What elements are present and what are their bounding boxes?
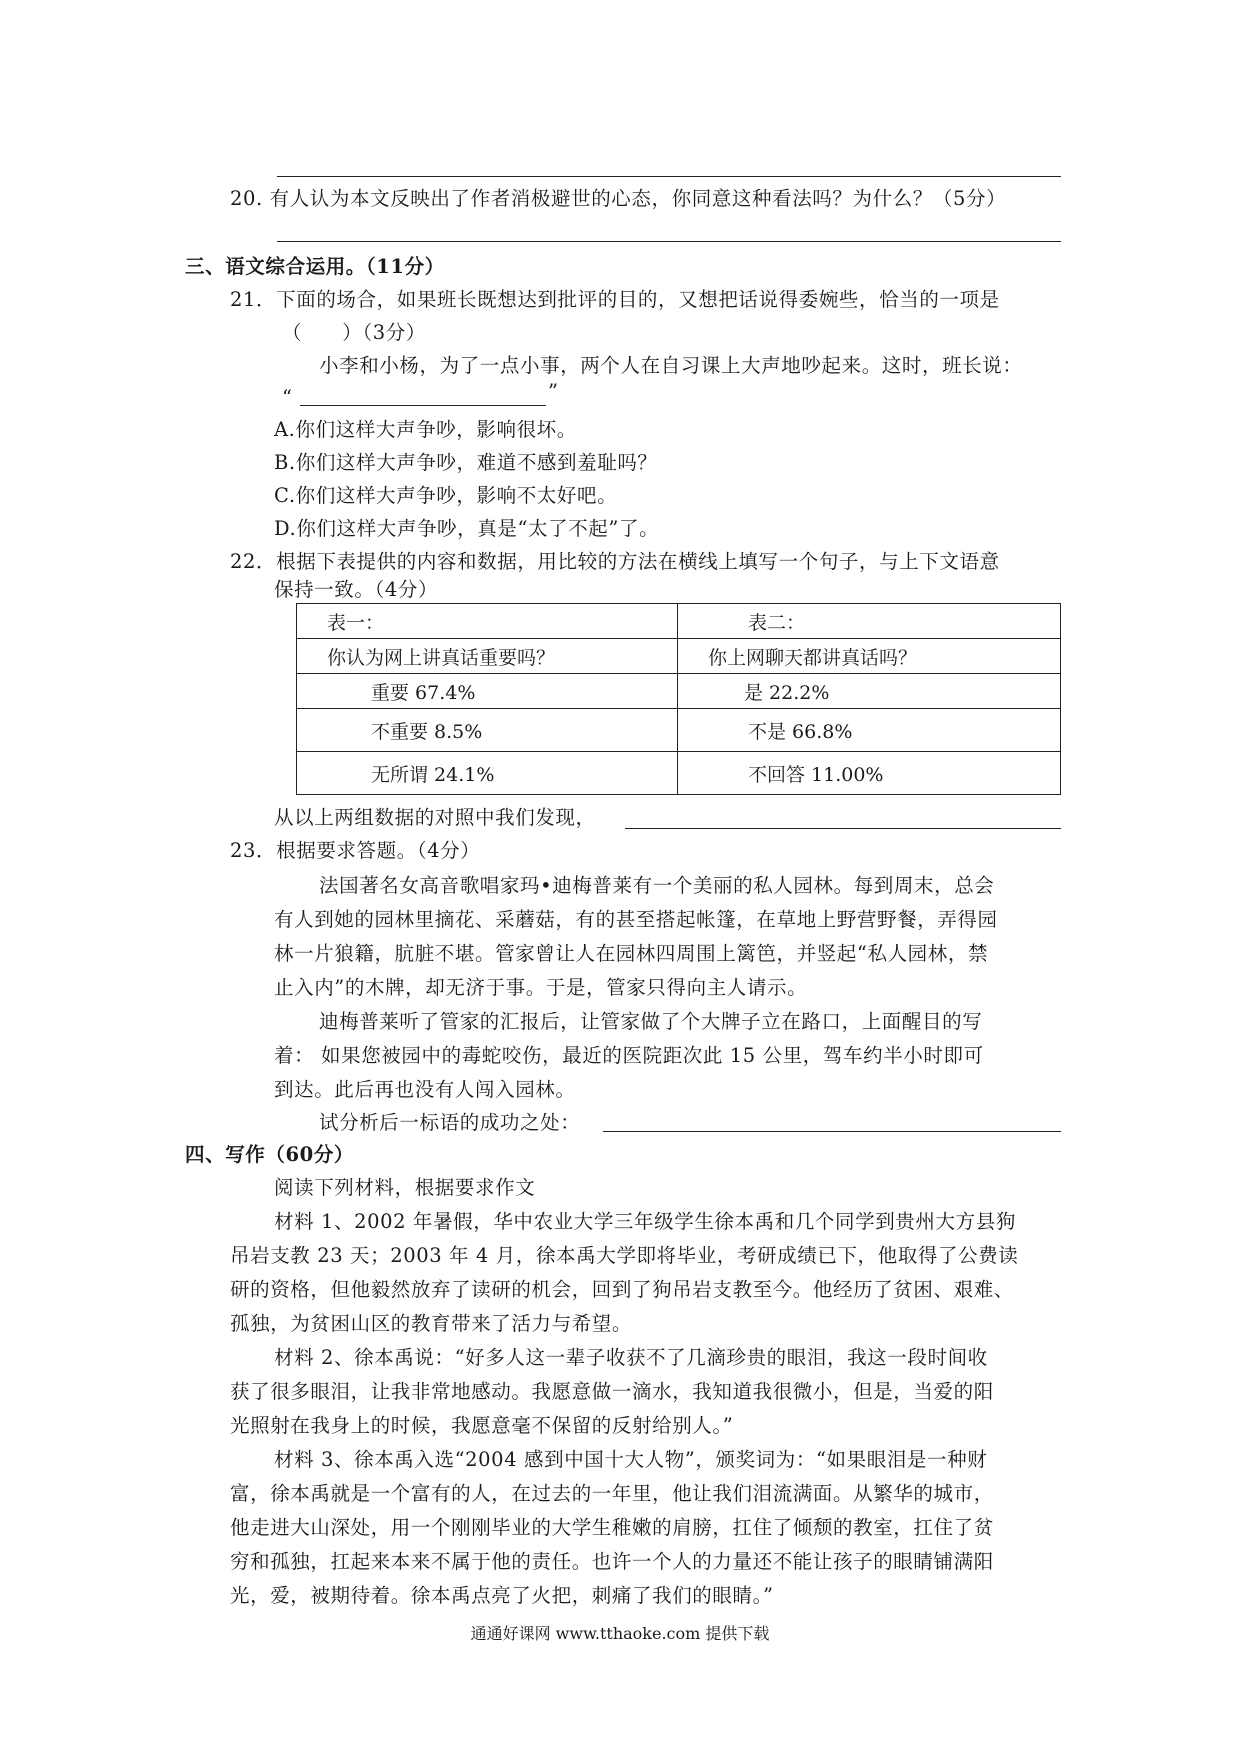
table-row [297, 674, 1061, 709]
option-c: C.你们这样大声争吵，影响不太好吧。 [274, 484, 618, 507]
option-b: B.你们这样大声争吵，难道不感到羞耻吗？ [274, 451, 658, 474]
table-row [297, 752, 1061, 795]
q23-paragraph-2-line: 到达。此后再也没有人闯入园林。 [274, 1078, 576, 1101]
q23-paragraph-1-line: 林一片狼籍，肮脏不堪。管家曾让人在园林四周围上篱笆，并竖起“私人园林，禁 [274, 942, 989, 965]
answer-line-q19 [277, 176, 1061, 177]
question-21-context: 小李和小杨，为了一点小事，两个人在自习课上大声地吵起来。这时，班长说： [319, 354, 1023, 377]
q23-prompt: 试分析后一标语的成功之处： [319, 1111, 581, 1134]
table-cell: 不重要 8.5% [297, 709, 678, 752]
question-20: 20. 有人认为本文反映出了作者消极避世的心态，你同意这种看法吗？为什么？（5分） [230, 187, 1007, 210]
table-question-right: 你上网聊天都讲真话吗？ [678, 639, 1061, 674]
section-3-title: 三、语文综合运用。（11分） [185, 255, 445, 278]
question-22-line-1: 22．根据下表提供的内容和数据，用比较的方法在横线上填写一个句子，与上下文语意 [230, 550, 1000, 573]
table-cell: 是 22.2% [678, 674, 1061, 709]
question-23-title: 23．根据要求答题。（4分） [230, 839, 481, 862]
material-1-line: 孤独，为贫困山区的教育带来了活力与希望。 [230, 1312, 633, 1335]
survey-table [296, 603, 1061, 795]
table-row [297, 639, 1061, 674]
material-2-line: 获了很多眼泪，让我非常地感动。我愿意做一滴水，我知道我很微小，但是，当爱的阳 [230, 1380, 994, 1403]
option-d: D.你们这样大声争吵，真是“太了不起”了。 [274, 517, 660, 540]
open-quote: “ [282, 386, 293, 409]
table-header-right: 表二： [678, 604, 1061, 639]
page-footer: 通通好课网 www.tthaoke.com 提供下载 [470, 1624, 770, 1643]
option-a: A.你们这样大声争吵，影响很坏。 [274, 418, 577, 441]
writing-intro: 阅读下列材料，根据要求作文 [274, 1176, 536, 1199]
material-3-line: 穷和孤独，扛起来本来不属于他的责任。也许一个人的力量还不能让孩子的眼睛铺满阳 [230, 1550, 994, 1573]
q23-paragraph-1-line: 止入内”的木牌，却无济于事。于是，管家只得向主人请示。 [274, 976, 808, 999]
q23-paragraph-1-line: 有人到她的园林里摘花、采蘑菇，有的甚至搭起帐篷，在草地上野营野餐，弄得园 [274, 908, 998, 931]
table-cell: 无所谓 24.1% [297, 752, 678, 795]
material-3-line: 他走进大山深处，用一个刚刚毕业的大学生稚嫩的肩膀，扛住了倾颓的教室，扛住了贫 [230, 1516, 994, 1539]
q23-paragraph-2-line: 着： 如果您被园中的毒蛇咬伤，最近的医院距次此 15 公里，驾车约半小时即可 [274, 1044, 984, 1067]
question-22-line-2: 保持一致。（4分） [274, 578, 439, 601]
material-3-line: 材料 3、徐本禹入选“2004 感到中国十大人物”，颁奖词为：“如果眼泪是一种财 [274, 1448, 988, 1471]
material-1-line: 研的资格，但他毅然放弃了读研的机会，回到了狗吊岩支教至今。他经历了贫困、艰难、 [230, 1278, 1014, 1301]
section-4-title: 四、写作（60分） [185, 1143, 355, 1166]
table-question-left: 你认为网上讲真话重要吗？ [297, 639, 678, 674]
table-cell: 重要 67.4% [297, 674, 678, 709]
question-22-conclusion: 从以上两组数据的对照中我们发现， [274, 806, 596, 829]
table-header-left: 表一： [297, 604, 678, 639]
q23-paragraph-1-line: 法国著名女高音歌唱家玛•迪梅普莱有一个美丽的私人园林。每到周末，总会 [319, 874, 995, 897]
material-2-line: 材料 2、徐本禹说：“好多人这一辈子收获不了几滴珍贵的眼泪，我这一段时间收 [274, 1346, 988, 1369]
question-21-line-2: （ ）（3分） [282, 321, 426, 344]
table-row [297, 604, 1061, 639]
material-1-line: 材料 1、2002 年暑假，华中农业大学三年级学生徐本禹和几个同学到贵州大方县狗 [274, 1210, 1016, 1233]
material-3-line: 光，爱，被期待着。徐本禹点亮了火把，刺痛了我们的眼睛。” [230, 1584, 774, 1607]
table-row [297, 709, 1061, 752]
question-21-line-1: 21．下面的场合，如果班长既想达到批评的目的，又想把话说得委婉些，恰当的一项是 [230, 288, 1000, 311]
answer-line-q20 [277, 241, 1061, 242]
close-quote: ” [548, 380, 559, 403]
answer-line-q21 [300, 405, 546, 406]
table-cell: 不是 66.8% [678, 709, 1061, 752]
material-2-line: 光照射在我身上的时候，我愿意毫不保留的反射给别人。” [230, 1414, 734, 1437]
answer-line-q22 [625, 828, 1061, 829]
table-cell: 不回答 11.00% [678, 752, 1061, 795]
answer-line-q23 [603, 1131, 1061, 1132]
q23-paragraph-2-line: 迪梅普莱听了管家的汇报后，让管家做了个大牌子立在路口，上面醒目的写 [319, 1010, 983, 1033]
material-1-line: 吊岩支教 23 天；2003 年 4 月，徐本禹大学即将毕业，考研成绩已下，他取得了公费读 [230, 1244, 1019, 1267]
material-3-line: 富，徐本禹就是一个富有的人，在过去的一年里，他让我们泪流满面。从繁华的城市， [230, 1482, 994, 1505]
